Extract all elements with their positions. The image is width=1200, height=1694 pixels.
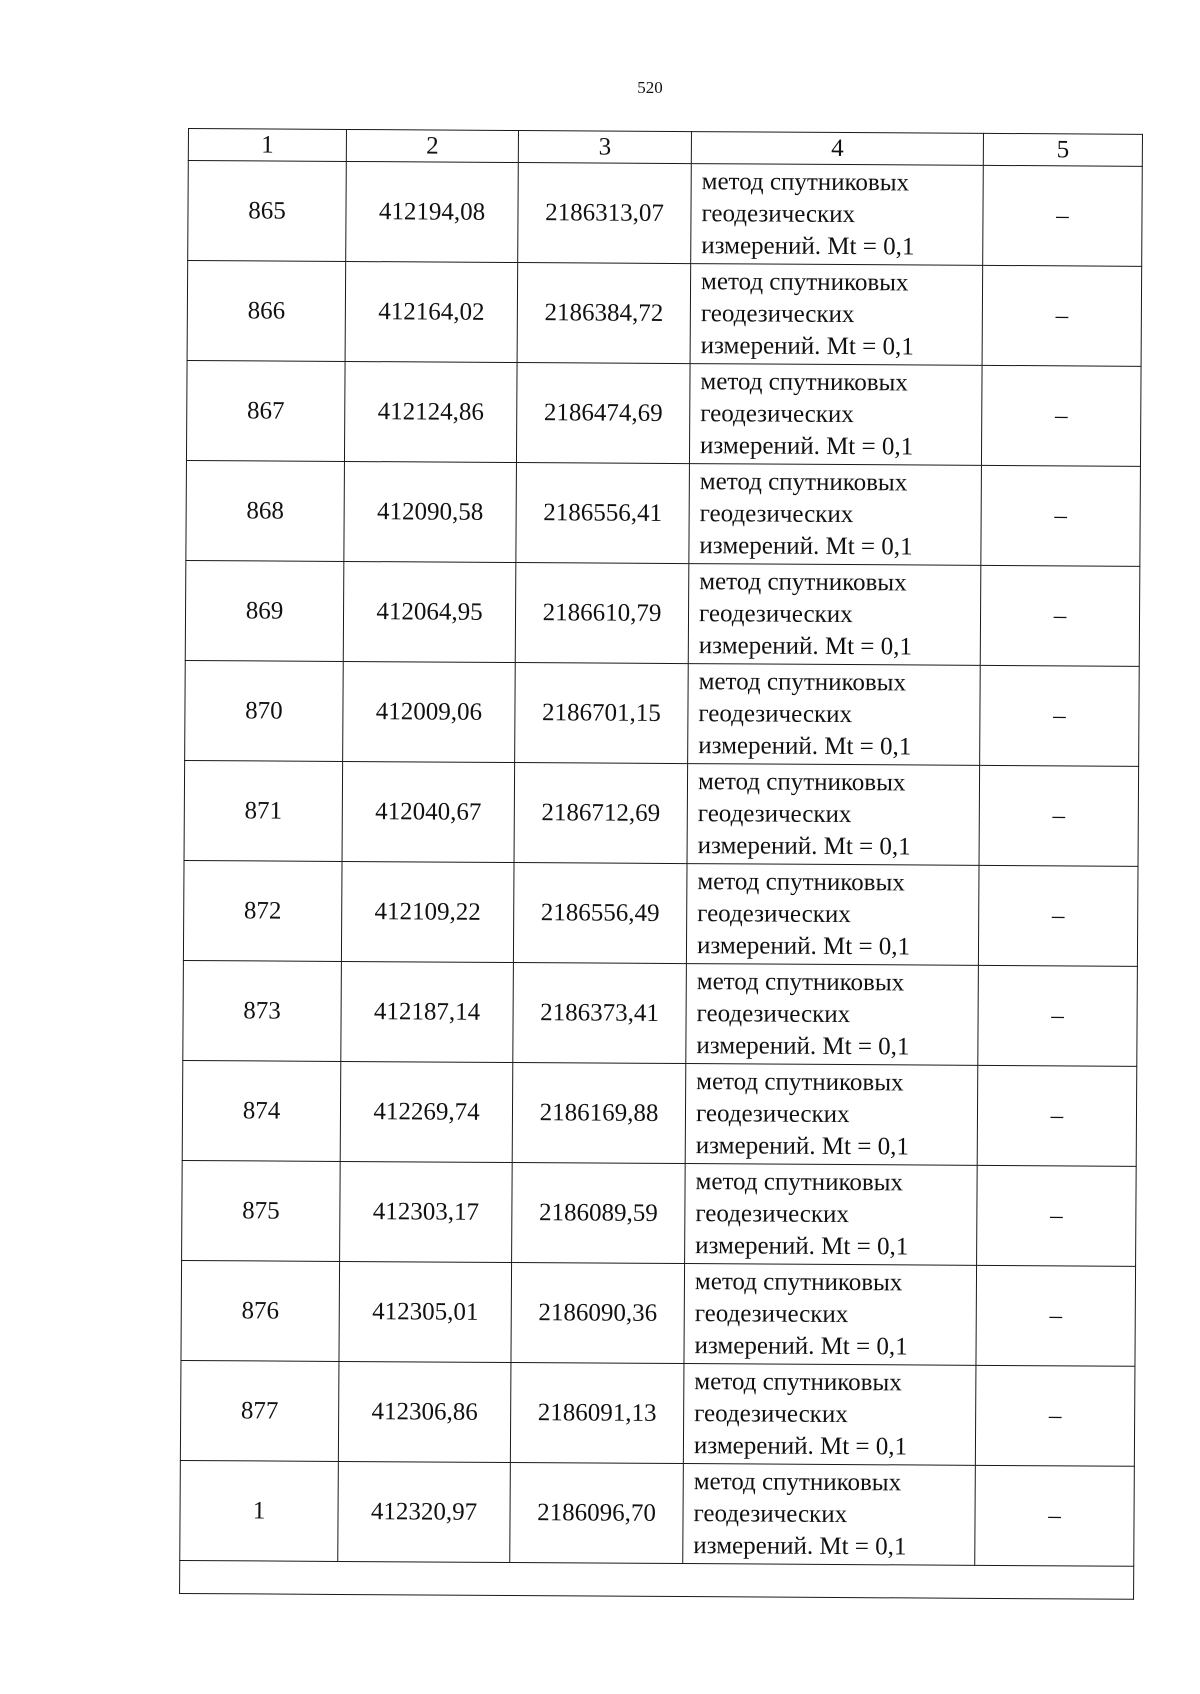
method-line: метод спутниковых [699, 467, 908, 496]
table-row [180, 1360, 1135, 1466]
x-coordinate-cell: 412269,74 [340, 1061, 513, 1162]
table-row [185, 660, 1140, 766]
method-cell [685, 1064, 978, 1166]
note-cell [980, 665, 1140, 766]
y-coordinate-cell: 2186169,88 [512, 1063, 686, 1164]
method-line: измерений. Mt = 0,1 [697, 831, 911, 860]
method-line: измерений. Mt = 0,1 [698, 631, 913, 660]
method-line: геодезических [694, 1399, 848, 1428]
y-coordinate-cell: 2186701,15 [515, 663, 689, 764]
method-line: измерений. Mt = 0,1 [696, 1031, 910, 1060]
x-coordinate-cell: 412187,14 [341, 961, 514, 1062]
page-number: 520 [637, 78, 663, 97]
method-line: метод спутниковых [700, 267, 909, 296]
x-coordinate-cell: 412064,95 [343, 561, 516, 662]
method-line: измерений. Mt = 0,1 [695, 1131, 909, 1160]
x-coordinate-cell: 412303,17 [340, 1161, 513, 1262]
method-cell [688, 564, 981, 666]
column-header: 5 [983, 133, 1142, 166]
x-coordinate-cell: 412090,58 [344, 461, 517, 562]
method-line: геодезических [697, 799, 852, 828]
x-coordinate-cell: 412109,22 [341, 861, 514, 962]
method-line: измерений. Mt = 0,1 [699, 431, 914, 460]
method-cell [686, 864, 979, 966]
y-coordinate-cell: 2186089,59 [512, 1162, 686, 1263]
y-coordinate-cell: 2186474,69 [516, 363, 690, 464]
table-row [180, 1460, 1135, 1566]
method-cell [684, 1264, 977, 1366]
table-row [185, 560, 1140, 666]
note-cell [976, 1265, 1136, 1366]
point-number-cell: 874 [182, 1060, 341, 1161]
method-line: измерений. Mt = 0,1 [701, 231, 915, 260]
y-coordinate-cell: 2186610,79 [515, 563, 689, 664]
method-line: геодезических [697, 899, 851, 928]
method-line: метод спутниковых [694, 1367, 902, 1396]
method-line: метод спутниковых [695, 1167, 904, 1196]
point-number-cell: 875 [182, 1160, 341, 1261]
point-number-cell: 873 [183, 960, 342, 1061]
table-row [183, 960, 1138, 1066]
method-line: измерений. Mt = 0,1 [696, 931, 911, 960]
method-line: измерений. Mt = 0,1 [693, 1531, 907, 1560]
empty-cell [180, 1560, 1134, 1599]
x-coordinate-cell: 412306,86 [338, 1361, 511, 1462]
method-line: метод спутниковых [698, 667, 907, 696]
method-line: метод спутниковых [697, 767, 906, 796]
method-line: метод спутниковых [693, 1467, 902, 1496]
column-header: 1 [188, 129, 346, 162]
y-coordinate-cell: 2186373,41 [513, 963, 687, 1064]
note-cell [977, 1165, 1137, 1266]
dash-mark: – [1048, 1401, 1062, 1429]
dash-mark: – [1052, 801, 1066, 829]
dash-mark: – [1048, 1501, 1061, 1529]
table-row [188, 161, 1143, 267]
method-line: метод спутниковых [697, 867, 905, 896]
note-cell [975, 1365, 1135, 1466]
method-line: измерений. Mt = 0,1 [700, 331, 914, 360]
table-row [184, 760, 1139, 866]
x-coordinate-cell: 412320,97 [338, 1461, 511, 1562]
method-line: измерений. Mt = 0,1 [698, 731, 912, 760]
x-coordinate-cell: 412124,86 [344, 361, 517, 462]
method-line: измерений. Mt = 0,1 [695, 1231, 909, 1260]
method-line: геодезических [699, 499, 854, 528]
method-cell [683, 1464, 976, 1566]
point-number-cell: 1 [180, 1460, 339, 1561]
table-row [181, 1260, 1136, 1366]
dash-mark: – [1051, 1001, 1064, 1029]
method-cell [689, 464, 982, 566]
y-coordinate-cell: 2186556,41 [516, 463, 690, 564]
table-row [182, 1060, 1137, 1166]
point-number-cell: 870 [185, 660, 344, 761]
method-line: геодезических [695, 1099, 850, 1128]
x-coordinate-cell: 412164,02 [345, 261, 518, 362]
table-row [183, 860, 1138, 966]
method-cell [690, 264, 983, 366]
note-cell [977, 1065, 1137, 1166]
method-line: геодезических [700, 299, 855, 328]
note-cell [978, 865, 1138, 966]
note-cell [982, 265, 1142, 366]
dash-mark: – [1056, 201, 1069, 229]
column-header: 4 [691, 132, 983, 166]
y-coordinate-cell: 2186091,13 [510, 1362, 684, 1463]
method-line: геодезических [695, 1199, 850, 1228]
y-coordinate-cell: 2186313,07 [518, 163, 692, 264]
method-line: метод спутниковых [696, 967, 905, 996]
x-coordinate-cell: 412305,01 [339, 1261, 512, 1362]
method-cell [687, 764, 980, 866]
dash-mark: – [1054, 401, 1068, 429]
method-line: метод спутниковых [701, 167, 910, 196]
dash-mark: – [1050, 1201, 1063, 1229]
dash-mark: – [1050, 1101, 1064, 1129]
y-coordinate-cell: 2186090,36 [511, 1262, 685, 1363]
method-line: геодезических [700, 399, 854, 428]
method-line: геодезических [698, 599, 853, 628]
column-header: 3 [518, 131, 691, 164]
note-cell [975, 1465, 1135, 1566]
method-cell [685, 1164, 978, 1266]
note-cell [980, 565, 1140, 666]
method-cell [689, 364, 982, 466]
method-line: измерений. Mt = 0,1 [693, 1431, 908, 1460]
method-line: метод спутниковых [696, 1067, 904, 1096]
table-row [186, 360, 1141, 466]
method-cell [691, 164, 984, 266]
coordinates-table [179, 128, 1143, 1600]
dash-mark: – [1051, 901, 1065, 929]
dash-mark: – [1054, 501, 1067, 529]
method-line: измерений. Mt = 0,1 [694, 1331, 908, 1360]
method-line: измерений. Mt = 0,1 [699, 531, 913, 560]
method-line: геодезических [693, 1499, 848, 1528]
table-row [182, 1160, 1137, 1266]
note-cell [983, 165, 1143, 266]
dash-mark: – [1055, 301, 1069, 329]
point-number-cell: 867 [186, 360, 345, 461]
x-coordinate-cell: 412009,06 [343, 661, 516, 762]
column-header: 2 [346, 129, 518, 162]
method-line: метод спутниковых [699, 567, 907, 596]
y-coordinate-cell: 2186556,49 [513, 863, 687, 964]
dash-mark: – [1049, 1301, 1063, 1329]
note-cell [981, 365, 1141, 466]
note-cell [981, 465, 1141, 566]
method-cell [683, 1364, 976, 1466]
method-line: геодезических [701, 199, 856, 228]
method-line: геодезических [694, 1299, 849, 1328]
y-coordinate-cell: 2186096,70 [510, 1462, 684, 1563]
method-line: геодезических [698, 699, 853, 728]
point-number-cell: 872 [183, 860, 342, 961]
note-cell [979, 765, 1139, 866]
point-number-cell: 876 [181, 1260, 340, 1361]
point-number-cell: 869 [185, 560, 344, 661]
point-number-cell: 865 [188, 161, 347, 262]
table-row [186, 460, 1141, 566]
method-cell [686, 964, 979, 1066]
x-coordinate-cell: 412040,67 [342, 761, 515, 862]
empty-footer-row [180, 1560, 1134, 1599]
method-cell [688, 664, 981, 766]
point-number-cell: 877 [180, 1360, 339, 1461]
x-coordinate-cell: 412194,08 [346, 161, 519, 262]
method-line: метод спутниковых [694, 1267, 903, 1296]
dash-mark: – [1053, 701, 1066, 729]
y-coordinate-cell: 2186384,72 [517, 263, 691, 364]
table-row [187, 261, 1142, 367]
dash-mark: – [1053, 601, 1067, 629]
point-number-cell: 866 [187, 261, 346, 362]
y-coordinate-cell: 2186712,69 [514, 763, 688, 864]
method-line: геодезических [696, 999, 851, 1028]
method-line: метод спутниковых [700, 367, 908, 396]
note-cell [978, 965, 1138, 1066]
point-number-cell: 868 [186, 460, 345, 561]
point-number-cell: 871 [184, 760, 343, 861]
